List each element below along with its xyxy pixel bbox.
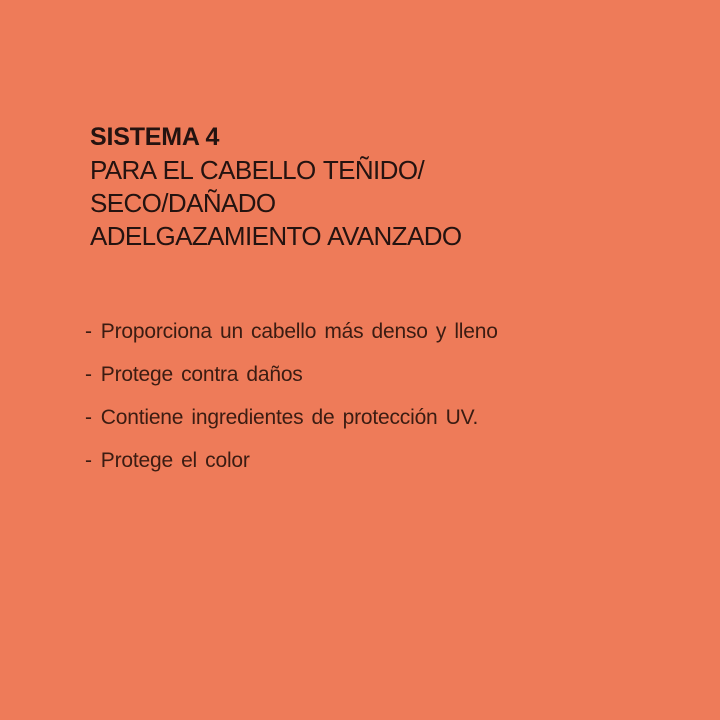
list-item	[85, 405, 680, 430]
subtitle-line-1: PARA EL CABELLO TEÑIDO/	[90, 155, 425, 185]
subtitle-line-3: ADELGAZAMIENTO AVANZADO	[90, 221, 462, 251]
feature-text: Proporciona un cabello más denso y lleno	[100, 320, 498, 343]
bullet-dash: -	[85, 363, 92, 386]
page-title: SISTEMA 4	[90, 123, 220, 151]
list-item	[85, 448, 680, 473]
feature-text: Contiene ingredientes de protección UV.	[100, 406, 479, 429]
feature-list	[85, 319, 680, 473]
subtitle-line-2: SECO/DAÑADO	[90, 188, 276, 218]
feature-text: Protege el color	[100, 449, 250, 472]
bullet-dash: -	[85, 406, 92, 429]
feature-text: Protege contra daños	[100, 363, 303, 386]
heading-block	[90, 121, 680, 253]
bullet-dash: -	[85, 320, 92, 343]
list-item	[85, 362, 680, 387]
bullet-dash: -	[85, 449, 92, 472]
list-item	[85, 319, 680, 344]
